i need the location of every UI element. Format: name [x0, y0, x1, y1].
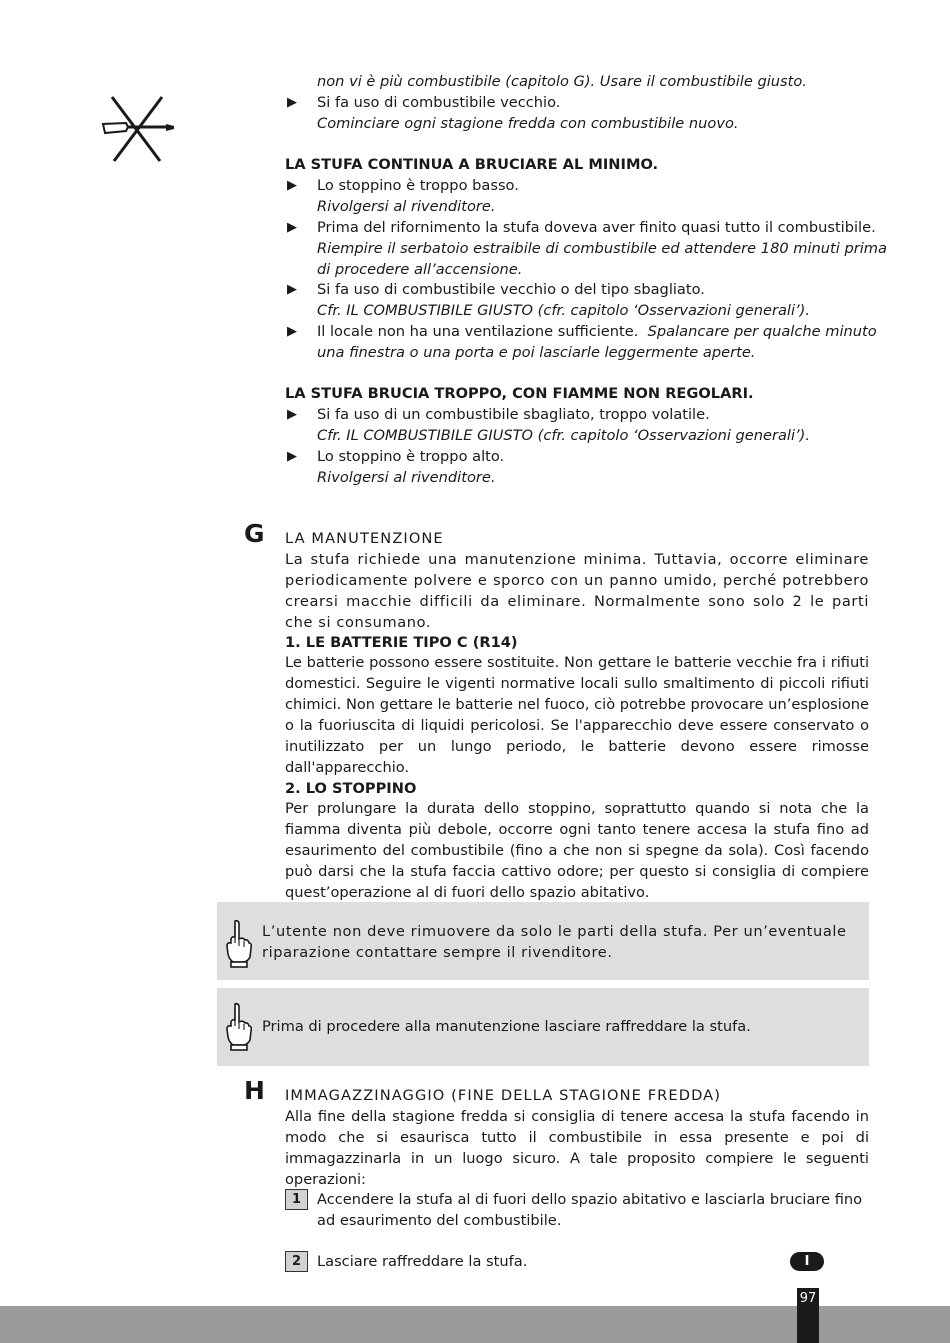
step-number-box: 2 — [285, 1251, 308, 1272]
warning-note-text: Prima di procedere alla manutenzione lasciare raffreddare la stufa. — [262, 1018, 751, 1035]
bullet-icon: ▶ — [287, 407, 297, 422]
wick-paragraph: Per prolungare la durata dello stoppino, soprattutto quando si nota che la fiamma diventa più debole, occorre ogni tanto tenere accesa la stufa fino ad esaurimento del combustibile (fino a che non si spegne da sola). Così facendo può darsi che la stufa faccia cattivo odore; per questo si consiglia di compiere quest’operazione al di fuori dello spazio abitativo. — [285, 800, 869, 901]
bullet-icon: ▶ — [287, 95, 297, 110]
step-number-box: 1 — [285, 1189, 308, 1210]
bullet-icon: ▶ — [287, 449, 297, 464]
cause-text: Il locale non ha una ventilazione sufficiente. — [317, 323, 639, 340]
cause-line: Si fa uso di combustibile vecchio o del tipo sbagliato. — [317, 281, 705, 298]
raised-index-finger-hand-icon — [223, 1002, 253, 1052]
remedy-line: di procedere all’accensione. — [317, 261, 523, 278]
section-letter-g: G — [244, 519, 265, 548]
remedy-line: Cominciare ogni stagione fredda con combustibile nuovo. — [317, 115, 739, 132]
bullet-icon: ▶ — [287, 324, 297, 339]
bullet-icon: ▶ — [287, 282, 297, 297]
maintenance-intro: La stufa richiede una manutenzione minima. Tuttavia, occorre eliminare periodicamente polvere e sporco con un panno umido, perché potrebbero crearsi macchie difficili da eliminare. Normalmente sono solo 2 le parti che si consumano. — [285, 551, 869, 631]
step-text: Lasciare raffreddare la stufa. — [317, 1253, 528, 1270]
remedy-line: una finestra o una porta e poi lasciarle leggermente aperte. — [317, 344, 756, 361]
bullet-icon: ▶ — [287, 220, 297, 235]
remedy-text: Spalancare per qualche minuto — [647, 323, 877, 340]
page-number: 97 — [797, 1288, 819, 1343]
crossed-out-screwdriver-icon — [100, 93, 180, 165]
remedy-line: Rivolgersi al rivenditore. — [317, 198, 496, 215]
subsection-heading-wick: 2. LO STOPPINO — [285, 780, 417, 797]
cause-line: Lo stoppino è troppo alto. — [317, 448, 505, 465]
warning-note — [217, 902, 869, 980]
cause-remedy-line — [317, 321, 877, 342]
remedy-line: Rivolgersi al rivenditore. — [317, 469, 496, 486]
section-letter-h: H — [244, 1076, 265, 1105]
problem-heading-minimum: LA STUFA CONTINUA A BRUCIARE AL MINIMO. — [285, 156, 659, 173]
cause-line: Si fa uso di un combustibile sbagliato, troppo volatile. — [317, 406, 710, 423]
continued-remedy-line: non vi è più combustibile (capitolo G). Usare il combustibile giusto. — [317, 73, 807, 90]
cause-line: Lo stoppino è troppo basso. — [317, 177, 519, 194]
batteries-paragraph: Le batterie possono essere sostituite. Non gettare le batterie vecchie fra i rifiuti domestici. Seguire le vigenti normative locali sullo smaltimento di piccoli rifiuti chimici. Non gettare le batterie nel fuoco, ciò potrebbe provocare un’esplosione o la fuoriuscita di liquidi pericolosi. Se l'apparecchio deve essere conservato o inutilizzato per un lungo periodo, le batterie devono essere rimosse dall'apparecchio. — [285, 654, 869, 776]
warning-note — [217, 988, 869, 1066]
remedy-line: Riempire il serbatoio estraibile di combustibile ed attendere 180 minuti prima — [317, 240, 887, 257]
problem-heading-too-high: LA STUFA BRUCIA TROPPO, CON FIAMME NON REGOLARI. — [285, 385, 754, 402]
section-title-maintenance: LA MANUTENZIONE — [285, 530, 444, 547]
section-title-storage: IMMAGAZZINAGGIO (FINE DELLA STAGIONE FREDDA) — [285, 1087, 722, 1104]
remedy-line: Cfr. IL COMBUSTIBILE GIUSTO (cfr. capitolo ‘Osservazioni generali’). — [317, 302, 811, 319]
language-badge: I — [790, 1252, 824, 1271]
subsection-heading-batteries: 1. LE BATTERIE TIPO C (R14) — [285, 634, 518, 651]
raised-index-finger-hand-icon — [223, 919, 253, 969]
storage-intro: Alla fine della stagione fredda si consiglia di tenere accesa la stufa facendo in modo che si esaurisca tutto il combustibile in essa presente e poi di immagazzinarla in un luogo sicuro. A tale proposito compiere le seguenti operazioni: — [285, 1108, 869, 1188]
warning-note-text: L’utente non deve rimuovere da solo le parti della stufa. Per un’eventuale riparazione contattare sempre il rivenditore. — [262, 923, 847, 961]
cause-line: Prima del rifornimento la stufa doveva aver finito quasi tutto il combustibile. — [317, 219, 876, 236]
bullet-icon: ▶ — [287, 178, 297, 193]
cause-line: Si fa uso di combustibile vecchio. — [317, 94, 561, 111]
remedy-line: Cfr. IL COMBUSTIBILE GIUSTO (cfr. capitolo ‘Osservazioni generali’). — [317, 427, 811, 444]
step-text: Accendere la stufa al di fuori dello spazio abitativo e lasciarla bruciare fino ad esaurimento del combustibile. — [317, 1191, 863, 1229]
